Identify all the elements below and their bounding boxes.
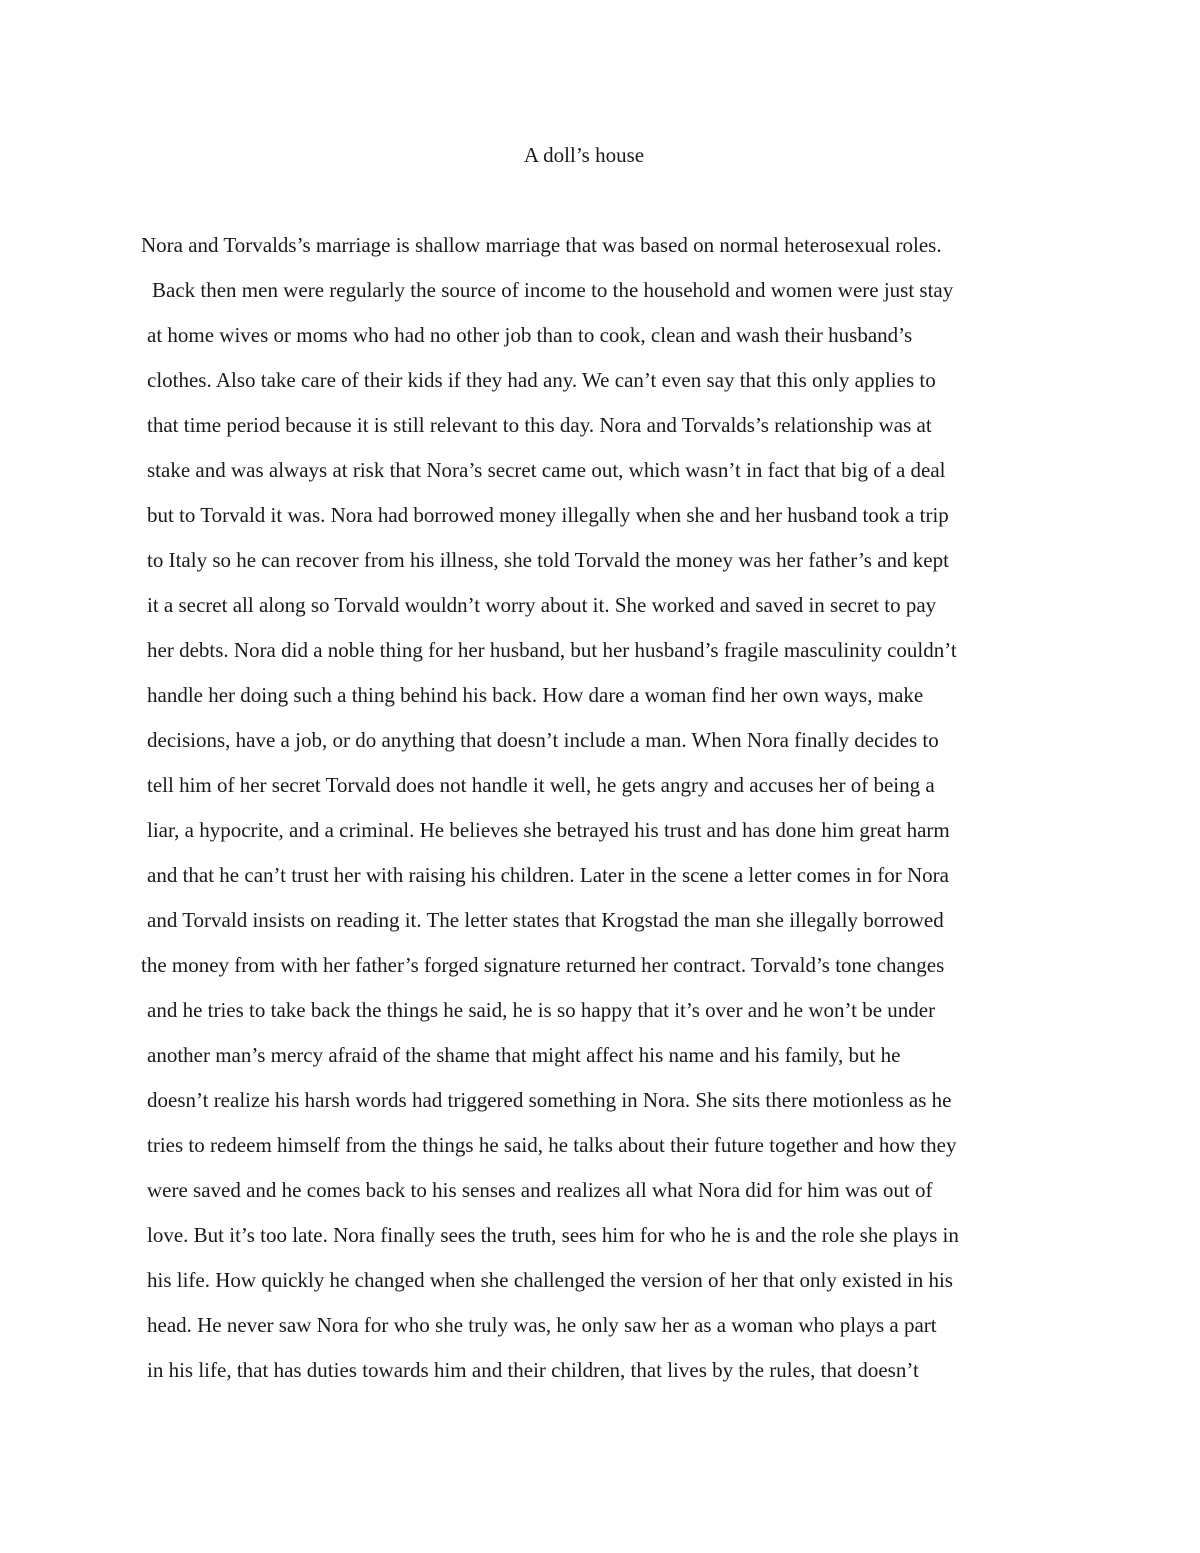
essay-line: decisions, have a job, or do anything that doesn’t include a man. When Nora finally decides to	[147, 728, 939, 752]
essay-line: another man’s mercy afraid of the shame that might affect his name and his family, but he	[147, 1043, 901, 1067]
document-title: A doll’s house	[523, 143, 645, 167]
essay-line: to Italy so he can recover from his illness, she told Torvald the money was her father’s and kept	[147, 548, 949, 572]
essay-line: Nora and Torvalds’s marriage is shallow marriage that was based on normal heterosexual roles.	[141, 233, 942, 257]
essay-line: his life. How quickly he changed when she challenged the version of her that only existed in his	[147, 1268, 953, 1292]
essay-line: were saved and he comes back to his senses and realizes all what Nora did for him was out of	[147, 1178, 933, 1202]
essay-line: her debts. Nora did a noble thing for her husband, but her husband’s fragile masculinity couldn’t	[147, 638, 957, 662]
essay-line: in his life, that has duties towards him and their children, that lives by the rules, that doesn’t	[147, 1358, 919, 1382]
essay-line: that time period because it is still relevant to this day. Nora and Torvalds’s relationship was at	[147, 413, 932, 437]
essay-line: Back then men were regularly the source of income to the household and women were just stay	[152, 278, 954, 302]
essay-line: doesn’t realize his harsh words had triggered something in Nora. She sits there motionless as he	[147, 1088, 952, 1112]
essay-line: stake and was always at risk that Nora’s secret came out, which wasn’t in fact that big of a deal	[147, 458, 946, 482]
essay-line: tries to redeem himself from the things he said, he talks about their future together and how they	[147, 1133, 957, 1157]
essay-line: and Torvald insists on reading it. The letter states that Krogstad the man she illegally borrowed	[147, 908, 944, 932]
essay-line: at home wives or moms who had no other job than to cook, clean and wash their husband’s	[147, 323, 913, 347]
essay-line: and he tries to take back the things he said, he is so happy that it’s over and he won’t be under	[147, 998, 936, 1022]
essay-line: head. He never saw Nora for who she truly was, he only saw her as a woman who plays a part	[147, 1313, 937, 1337]
essay-line: the money from with her father’s forged signature returned her contract. Torvald’s tone changes	[141, 953, 945, 977]
essay-line: it a secret all along so Torvald wouldn’t worry about it. She worked and saved in secret to pay	[147, 593, 937, 617]
essay-line: but to Torvald it was. Nora had borrowed money illegally when she and her husband took a trip	[147, 503, 949, 527]
essay-line: love. But it’s too late. Nora finally sees the truth, sees him for who he is and the role she plays in	[147, 1223, 959, 1247]
essay-line: tell him of her secret Torvald does not handle it well, he gets angry and accuses her of being a	[147, 773, 935, 797]
essay-line: handle her doing such a thing behind his back. How dare a woman find her own ways, make	[147, 683, 924, 707]
essay-line: clothes. Also take care of their kids if they had any. We can’t even say that this only applies to	[147, 368, 936, 392]
essay-line: and that he can’t trust her with raising his children. Later in the scene a letter comes in for Nora	[147, 863, 949, 887]
essay-line: liar, a hypocrite, and a criminal. He believes she betrayed his trust and has done him great harm	[147, 818, 950, 842]
